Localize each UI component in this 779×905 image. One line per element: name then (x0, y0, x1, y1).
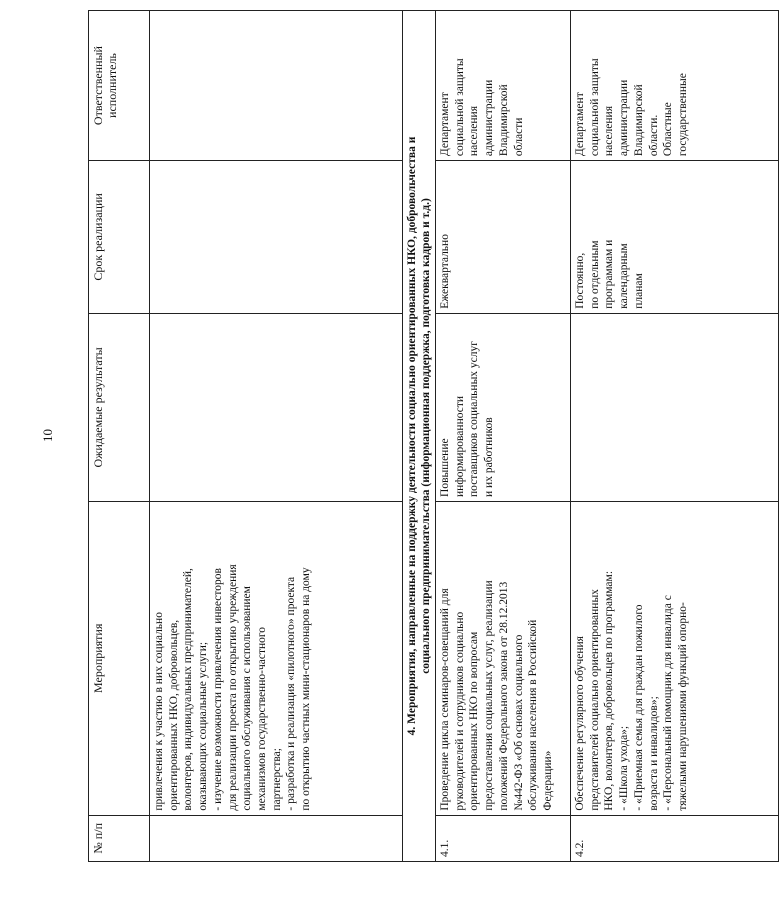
header-num: № п/п (89, 815, 150, 861)
text-line: Ежеквартально (439, 234, 451, 309)
text-line: по отдельным (588, 240, 601, 309)
cell-term (150, 161, 403, 314)
text-line: оказывающих социальные услуги; (197, 641, 210, 811)
text-line: представителей социально ориентированных (588, 589, 601, 811)
text-line: населения (468, 106, 481, 157)
text-line: и их работников (483, 417, 496, 497)
section-line-1: 4. Мероприятия, направленные на поддержку деятельности социально ориентированных НКО, добровольчества и (406, 136, 418, 736)
table-row (436, 11, 571, 862)
text-line: №442-ФЗ «Об основах социального (512, 634, 525, 811)
text-line: Федерации» (541, 750, 554, 811)
header-row (89, 11, 150, 862)
text-line: программам и (603, 239, 616, 309)
text-line: волонтеров, индивидуальных предпринимателей, (182, 568, 195, 811)
text-line: Департамент (439, 92, 451, 157)
text-line: Департамент (574, 92, 586, 157)
text-line: календарным (618, 243, 631, 309)
text-line: предоставления социальных услуг, реализации (483, 580, 496, 811)
text-line: планам (632, 273, 645, 309)
text-line: ориентированных НКО, добровольцев, (167, 619, 180, 811)
cell-responsible (150, 11, 403, 161)
text-line: поставщиков социальных услуг (468, 341, 481, 497)
text-line: для реализации проекта по открытию учреждения (226, 564, 239, 811)
cell-num: 4.2. (571, 815, 779, 861)
cell-responsible (571, 11, 779, 161)
cell-results (150, 313, 403, 501)
text-line: обслуживания населения в Российской (527, 619, 540, 811)
text-line: Областные (662, 102, 675, 157)
section-line-2: социального предпринимательства (информационная поддержка, подготовка кадров и т.д.) (420, 198, 432, 674)
text-line: Постоянно, (574, 252, 586, 309)
cell-responsible (436, 11, 571, 161)
text-line: информированности (453, 395, 466, 497)
text-line: социального обслуживания с использованием (241, 586, 254, 811)
cell-num: 4.1. (436, 815, 571, 861)
text-line: Обеспечение регулярного обучения (574, 636, 586, 811)
table-row (571, 11, 779, 862)
text-line: Владимирской (497, 84, 510, 157)
text-line: социальной защиты (453, 58, 466, 157)
text-line: государственные (676, 73, 689, 157)
text-line: администрации (618, 79, 631, 157)
text-line: Проведение цикла семинаров-совещаний для (439, 588, 451, 811)
text-line: - «Приемная семья для граждан пожилого (632, 604, 645, 811)
section-heading (403, 11, 436, 862)
text-line: НКО, волонтеров, добровольцев по программам: (603, 570, 616, 811)
text-line: области (512, 117, 525, 157)
header-results: Ожидаемые результаты (89, 313, 150, 501)
cell-num (150, 815, 403, 861)
text-line: положений Федерального закона от 28.12.2013 (497, 581, 510, 811)
text-line: - «Персональный помощник для инвалида с (662, 595, 675, 811)
cell-results (571, 313, 779, 501)
activities-table (88, 10, 779, 862)
text-line: ориентированных НКО по вопросам (468, 631, 481, 811)
header-responsible: Ответственный исполнитель (89, 11, 150, 161)
cell-results (436, 313, 571, 501)
cell-activity (436, 501, 571, 815)
cell-activity (150, 501, 403, 815)
cell-term (436, 161, 571, 314)
cell-activity (571, 501, 779, 815)
header-activity: Мероприятия (89, 501, 150, 815)
text-line: - разработка и реализация «пилотного» проекта (285, 576, 298, 811)
text-line: Владимирской (632, 84, 645, 157)
table-row (150, 11, 403, 862)
text-line: социальной защиты (588, 58, 601, 157)
header-term: Срок реализации (89, 161, 150, 314)
section-row (403, 11, 436, 862)
text-line: Повышение (439, 438, 451, 497)
text-line: партнерства; (270, 748, 283, 811)
text-line: администрации (483, 79, 496, 157)
text-line: населения (603, 106, 616, 157)
text-line: - «Школа ухода»; (618, 725, 631, 811)
text-line: руководителей и сотрудников социально (453, 611, 466, 811)
text-line: тяжелыми нарушениями функций опорно- (676, 602, 689, 811)
text-line: области. (647, 114, 660, 157)
text-line: по открытию частных мини-стационаров на дому (300, 567, 313, 811)
cell-term (571, 161, 779, 314)
text-line: - изучение возможности привлечения инвесторов (211, 568, 224, 811)
text-line: возраста и инвалидов»; (647, 696, 660, 811)
rotated-table-container (88, 10, 689, 862)
text-line: механизмов государственно-частного (255, 626, 268, 811)
text-line: привлечения к участию в них социально (153, 612, 165, 811)
page-number: 10 (40, 429, 55, 442)
